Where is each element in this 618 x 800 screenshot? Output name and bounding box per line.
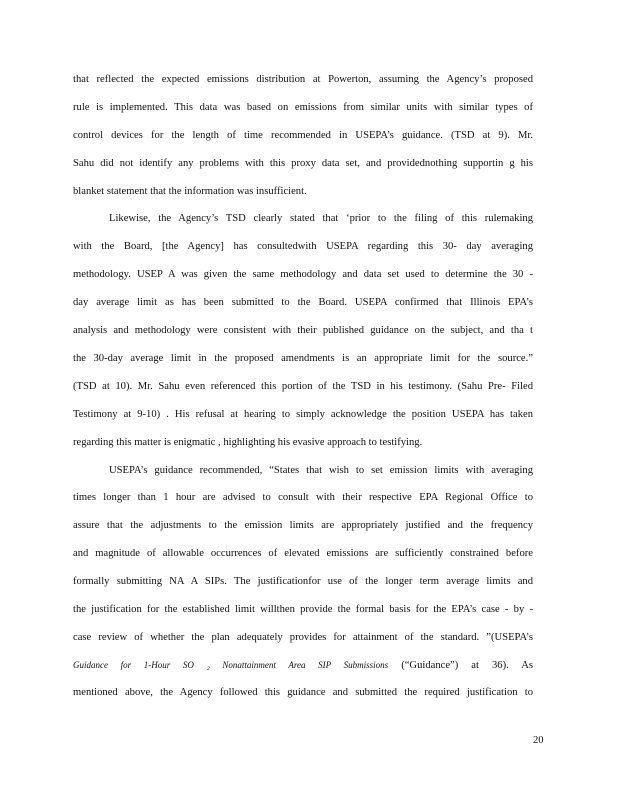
text-line: case review of whether the plan adequately provides for attainment of the standard. ”(USEPA’s xyxy=(73,632,533,643)
text-line: analysis and methodology were consistent with their published guidance on the subject, and tha t xyxy=(73,325,533,336)
guidance-title: Guidance for 1-Hour SO ₂ Nonattainment Area SIP Submissions xyxy=(73,660,389,670)
text-line: and magnitude of allowable occurrences of elevated emissions are sufficiently constrained before xyxy=(73,548,533,559)
text-line: control devices for the length of time recommended in USEPA’s guidance. (TSD at 9). Mr. xyxy=(73,130,533,141)
page-number: 20 xyxy=(533,735,544,746)
text-line: formally submitting NA A SIPs. The justificationfor use of the longer term average limits and xyxy=(73,576,533,587)
text-line: assure that the adjustments to the emission limits are appropriately justified and the frequency xyxy=(73,520,533,531)
text-line: times longer than 1 hour are advised to consult with their respective EPA Regional Office to xyxy=(73,492,533,503)
text-line: mentioned above, the Agency followed this guidance and submitted the required justification to xyxy=(73,687,533,698)
text-line: Testimony at 9-10) . His refusal at hearing to simply acknowledge the position USEPA has taken xyxy=(73,409,533,420)
text-line: methodology. USEP A was given the same methodology and data set used to determine the 30 - xyxy=(73,269,533,280)
text-line: the justification for the established limit willthen provide the formal basis for the EPA’s case - by - xyxy=(73,604,533,615)
text-line: rule is implemented. This data was based on emissions from similar units with similar types of xyxy=(73,102,533,113)
text-line: Sahu did not identify any problems with this proxy data set, and providednothing supportin g his xyxy=(73,158,533,169)
text-line: with the Board, [the Agency] has consultedwith USEPA regarding this 30- day averaging xyxy=(73,241,533,252)
text-line: regarding this matter is enigmatic , highlighting his evasive approach to testifying. xyxy=(73,437,423,448)
text-line: (TSD at 10). Mr. Sahu even referenced this portion of the TSD in his testimony. (Sahu Pre- Filed xyxy=(73,381,533,392)
citation-tail: (“Guidance”) at 36). As xyxy=(388,660,533,671)
citation-line xyxy=(73,659,533,672)
text-line: day average limit as has been submitted to the Board. USEPA confirmed that Illinois EPA’s xyxy=(73,297,533,308)
paragraph-first-line: USEPA’s guidance recommended, “States that wish to set emission limits with averaging xyxy=(109,465,533,476)
text-line: blanket statement that the information was insufficient. xyxy=(73,186,307,197)
text-line: the 30-day average limit in the proposed amendments is an appropriate limit for the source.” xyxy=(73,353,533,364)
paragraph-first-line: Likewise, the Agency’s TSD clearly stated that ‘prior to the filing of this rulemaking xyxy=(109,213,533,224)
text-line: that reflected the expected emissions distribution at Powerton, assuming the Agency’s proposed xyxy=(73,74,533,85)
